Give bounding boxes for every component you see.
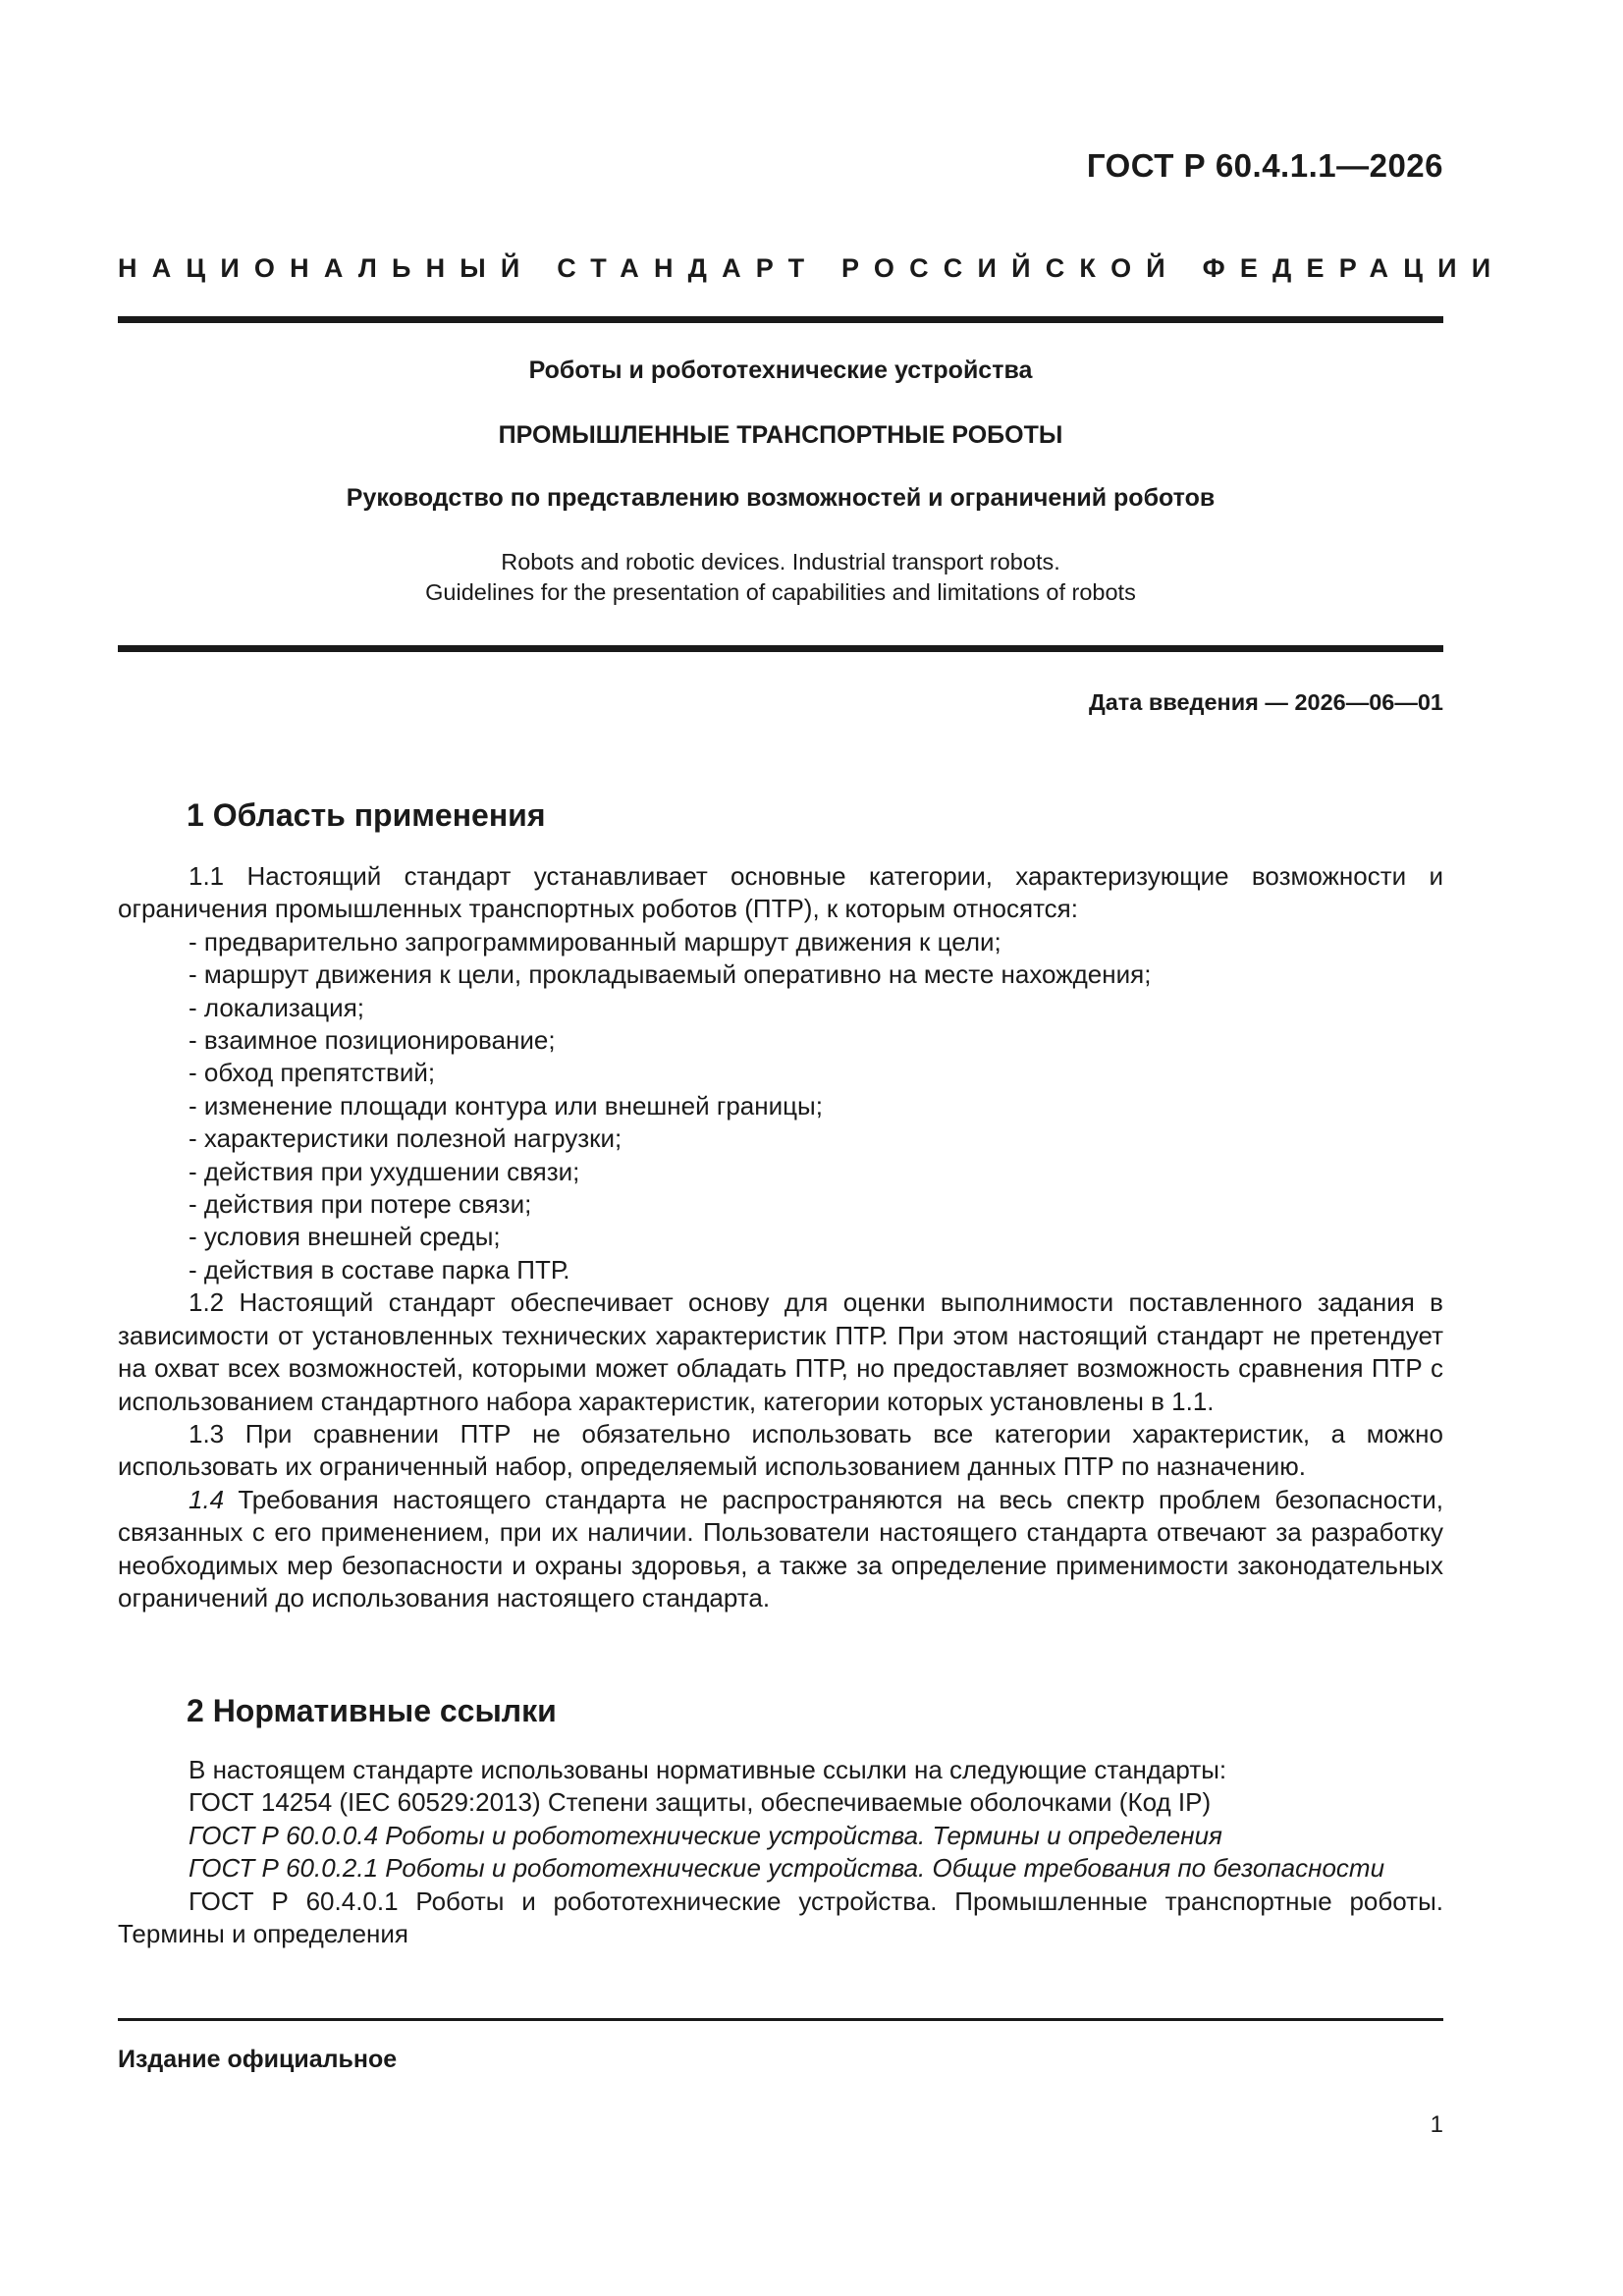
english-title: Robots and robotic devices. Industrial transport robots. Guidelines for the presentation of capabilities and limitations of robots	[425, 549, 1136, 605]
list-item: - изменение площади контура или внешней границы;	[189, 1090, 823, 1121]
header-divider	[118, 316, 1443, 323]
section-2-title: 2 Нормативные ссылки	[187, 1693, 557, 1728]
title-line-1: Роботы и робототехнические устройства	[528, 356, 1033, 384]
page-number: 1	[1430, 2111, 1443, 2138]
list-item: - характеристики полезной нагрузки;	[189, 1123, 622, 1154]
list-item: - предварительно запрограммированный маршрут движения к цели;	[189, 926, 1001, 957]
list-item: - условия внешней среды;	[189, 1222, 501, 1252]
introduction-date: Дата введения — 2026—06—01	[1088, 689, 1443, 715]
title-line-2: ПРОМЫШЛЕННЫЕ ТРАНСПОРТНЫЕ РОБОТЫ	[498, 421, 1063, 449]
list-item: - локализация;	[189, 992, 365, 1022]
paragraph-1-1: 1.1 Настоящий стандарт устанавливает основные категории, характеризующие возможности и ограничения промышленных транспортных роботов (ПТР), к которым относятся:	[118, 861, 1443, 924]
standard-type-header: НАЦИОНАЛЬНЫЙ СТАНДАРТ РОССИЙСКОЙ ФЕДЕРАЦИИ	[118, 253, 1506, 283]
list-item: - обход препятствий;	[189, 1058, 436, 1088]
paragraph-1-2: 1.2 Настоящий стандарт обеспечивает основу для оценки выполнимости поставленного задания в зависимости от установленных технических характеристик ПТР. При этом настоящий стандарт не претендует на охват всех возможностей, которыми может обладать ПТР, но предоставляет возможность сравнения ПТР с использованием стандартного набора характеристик, категории которых установлены в 1.1.	[118, 1287, 1443, 1416]
list-item: - взаимное позиционирование;	[189, 1025, 556, 1056]
paragraph-1-4-number: 1.4	[189, 1484, 225, 1514]
reference-item: ГОСТ Р 60.0.0.4 Роботы и робототехнические устройства. Термины и определения	[189, 1820, 1222, 1850]
list-item: - маршрут движения к цели, прокладываемый оперативно на месте нахождения;	[189, 959, 1152, 990]
section-1-body	[118, 860, 1443, 1614]
reference-item: ГОСТ Р 60.0.2.1 Роботы и робототехнические устройства. Общие требования по безопасности	[189, 1853, 1385, 1884]
section-1-title: 1 Область применения	[187, 797, 546, 833]
title-line-3: Руководство по представлению возможностей и ограничений роботов	[346, 484, 1216, 512]
list-item: - действия при ухудшении связи;	[189, 1156, 580, 1186]
section-2-body	[118, 1754, 1443, 1950]
document-number: ГОСТ Р 60.4.1.1—2026	[1086, 147, 1443, 184]
references-intro: В настоящем стандарте использованы нормативные ссылки на следующие стандарты:	[189, 1755, 1227, 1784]
edition-label: Издание официальное	[118, 2046, 398, 2073]
paragraph-1-4-text: Требования настоящего стандарта не распространяются на весь спектр проблем безопасности, связанных с его применением, при их наличии. Пользователи настоящего стандарта отвечают за разработку необходимых мер безопасности и охраны здоровья, а также за определение применимости законодательных ограничений до использования настоящего стандарта.	[118, 1484, 1443, 1613]
reference-item: ГОСТ Р 60.4.0.1 Роботы и робототехнические устройства. Промышленные транспортные роботы. Термины и определения	[118, 1886, 1443, 1949]
title-divider	[118, 645, 1443, 652]
list-item: - действия при потере связи;	[189, 1189, 532, 1220]
footer-divider	[118, 2018, 1443, 2021]
reference-item: ГОСТ 14254 (IEC 60529:2013) Степени защиты, обеспечиваемые оболочками (Код IP)	[189, 1787, 1212, 1818]
paragraph-1-3: 1.3 При сравнении ПТР не обязательно использовать все категории характеристик, а можно использовать их ограниченный набор, определяемый использованием данных ПТР по назначению.	[118, 1418, 1443, 1482]
paragraph-1-4	[118, 1484, 1443, 1615]
list-item: - действия в составе парка ПТР.	[189, 1254, 570, 1285]
